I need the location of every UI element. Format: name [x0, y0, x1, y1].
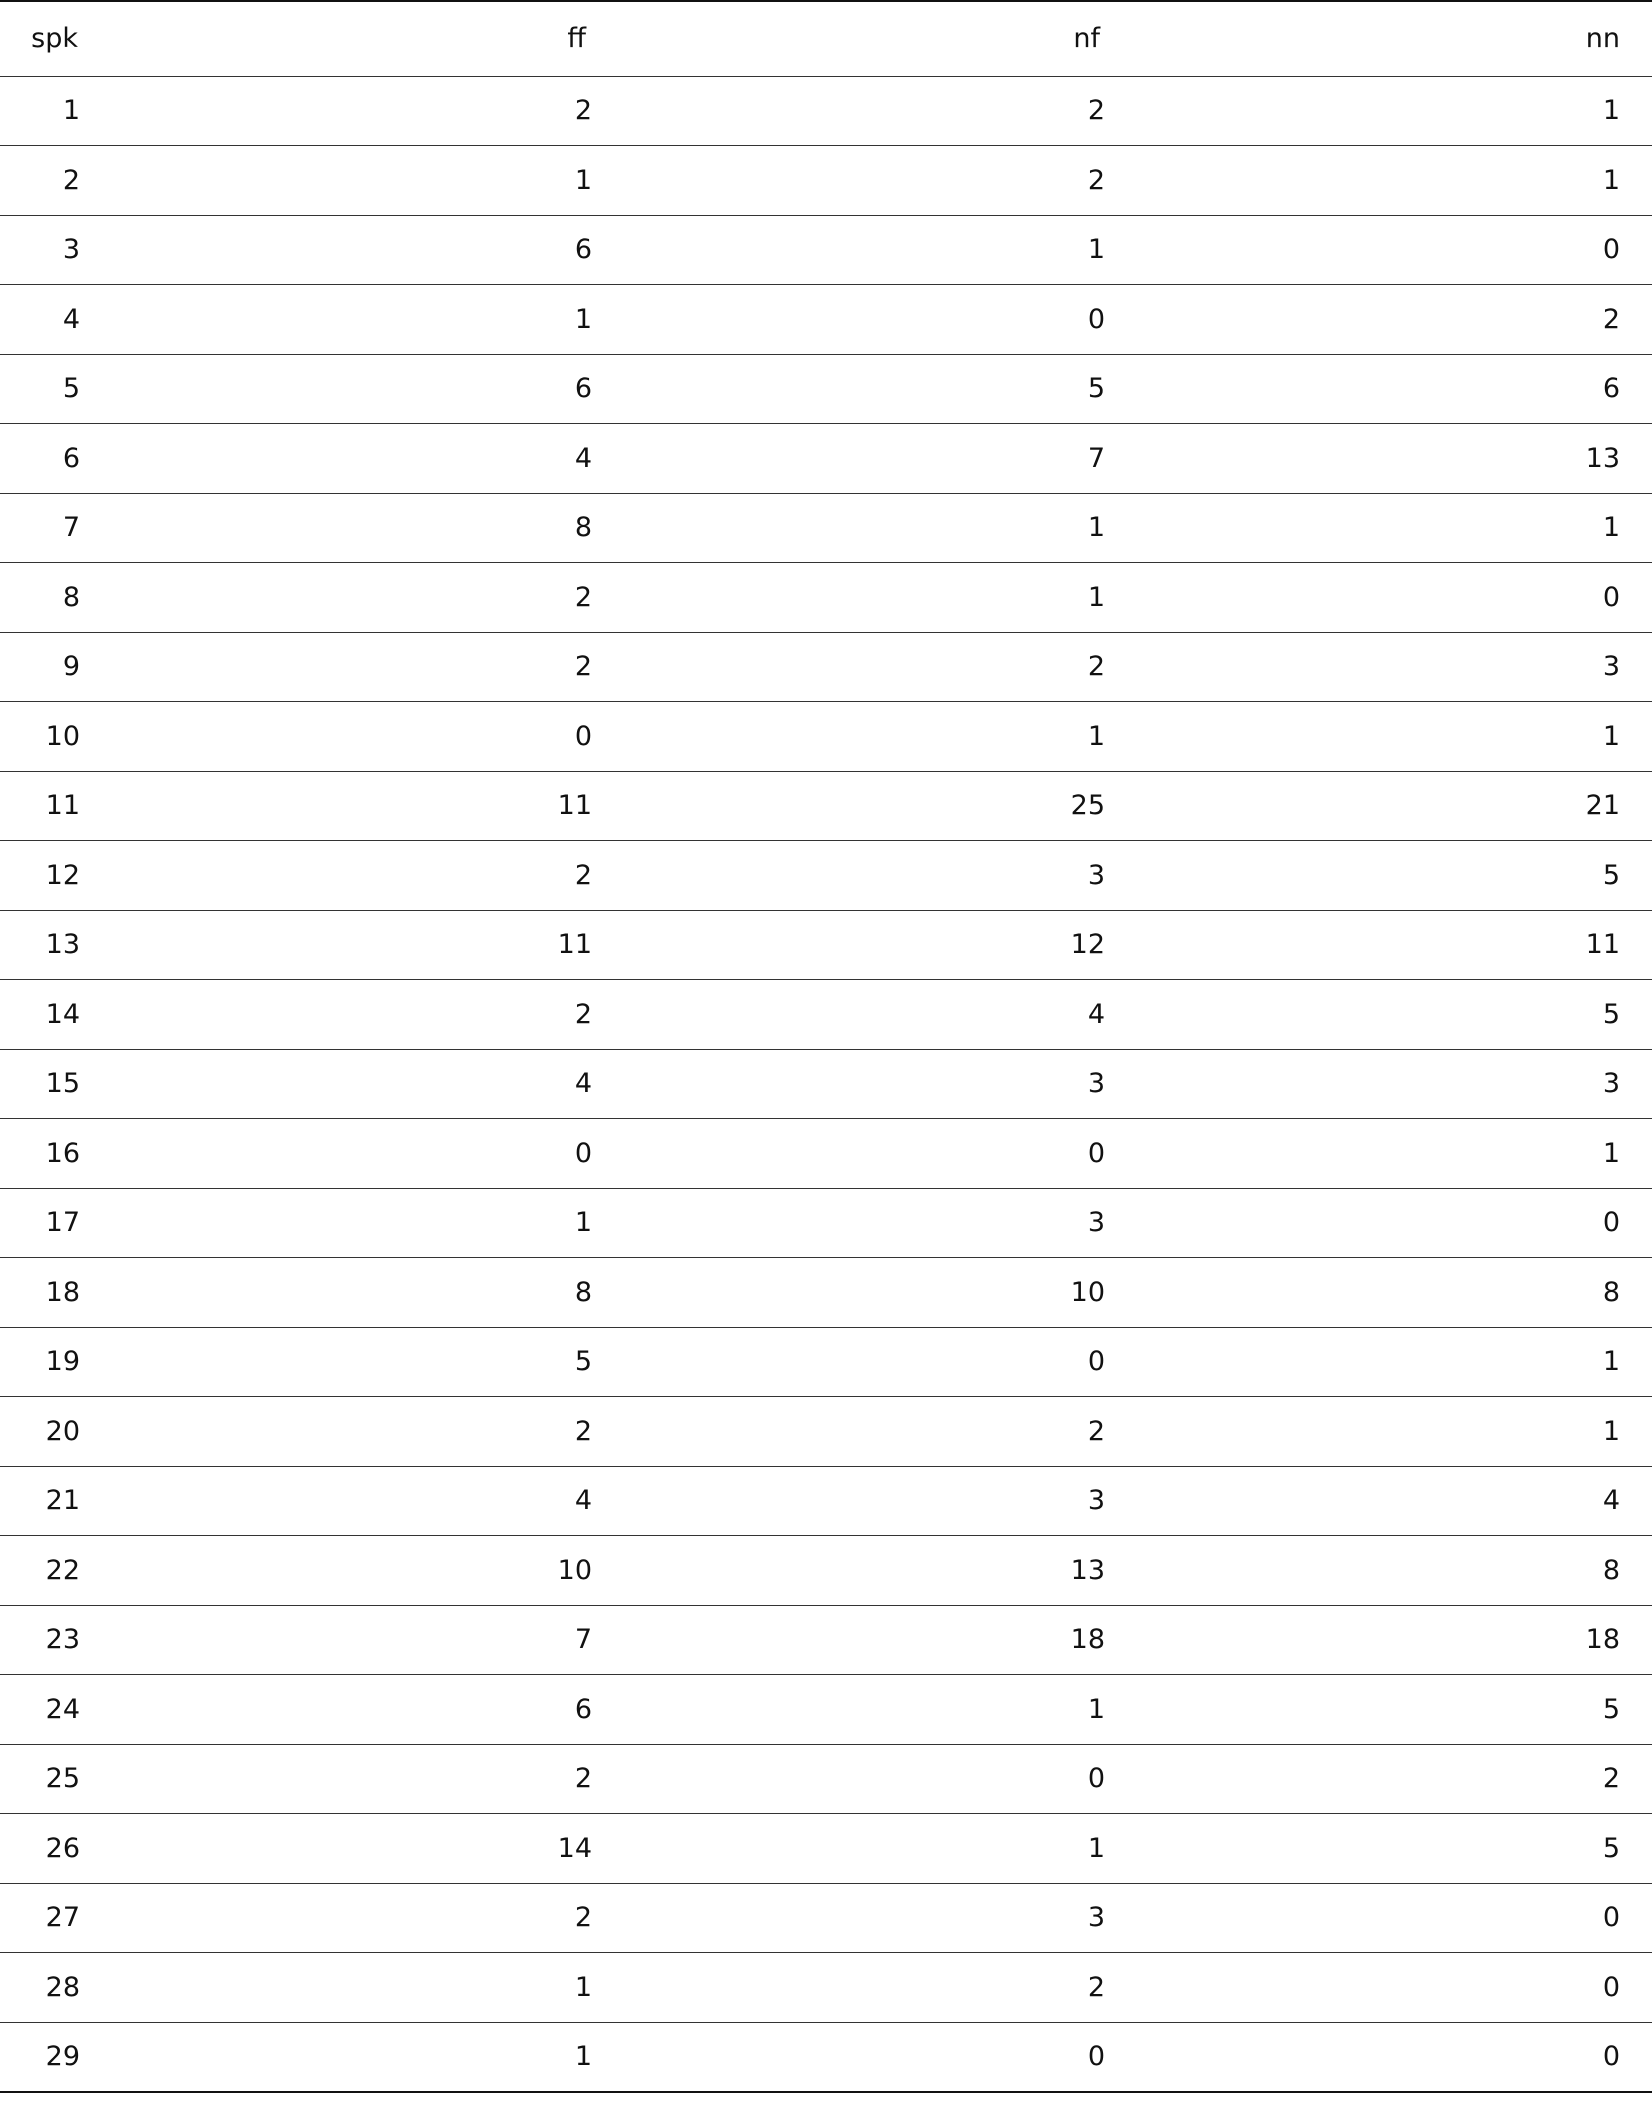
cell-spk: 11: [45, 790, 80, 822]
cell-nf: 1: [1087, 234, 1105, 266]
cell-nn: 0: [1602, 1207, 1620, 1239]
cell-nf: 0: [1087, 1763, 1105, 1795]
cell-spk: 26: [45, 1832, 80, 1864]
cell-nn: 11: [1585, 929, 1620, 961]
cell-nf: 3: [1087, 1207, 1105, 1239]
cell-ff: 2: [574, 1415, 592, 1447]
table-row: [0, 1327, 1652, 1397]
cell-spk: 24: [45, 1693, 80, 1725]
cell-nn: 0: [1602, 1971, 1620, 2003]
cell-nf: 0: [1087, 2041, 1105, 2072]
cell-spk: 29: [45, 2041, 80, 2072]
cell-nn: 21: [1585, 790, 1620, 822]
cell-ff: 4: [574, 1485, 592, 1517]
cell-nn: 5: [1602, 1693, 1620, 1725]
table-row: [0, 146, 1652, 216]
cell-spk: 7: [62, 512, 80, 544]
column-header-ff: ff: [567, 23, 586, 55]
table-header: [0, 1, 1652, 76]
cell-spk: 14: [45, 998, 80, 1030]
cell-nn: 0: [1602, 234, 1620, 266]
cell-nf: 7: [1087, 442, 1105, 474]
cell-nn: 6: [1602, 373, 1620, 405]
cell-ff: 1: [574, 1207, 592, 1239]
cell-ff: 4: [574, 442, 592, 474]
cell-nn: 5: [1602, 998, 1620, 1030]
cell-spk: 8: [62, 581, 80, 613]
cell-nf: 10: [1070, 1276, 1105, 1308]
header-row: [0, 1, 1652, 76]
cell-ff: 1: [574, 303, 592, 335]
cell-ff: 4: [574, 1068, 592, 1100]
cell-spk: 25: [45, 1763, 80, 1795]
cell-nn: 1: [1602, 95, 1620, 127]
cell-ff: 10: [557, 1554, 592, 1586]
table-row: [0, 1119, 1652, 1189]
cell-spk: 3: [62, 234, 80, 266]
cell-nf: 0: [1087, 303, 1105, 335]
cell-ff: 1: [574, 164, 592, 196]
cell-nf: 1: [1087, 581, 1105, 613]
cell-ff: 1: [574, 1971, 592, 2003]
cell-ff: 6: [574, 234, 592, 266]
cell-nf: 1: [1087, 1832, 1105, 1864]
cell-nn: 8: [1602, 1554, 1620, 1586]
cell-ff: 2: [574, 998, 592, 1030]
cell-spk: 23: [45, 1624, 80, 1656]
cell-nn: 0: [1602, 581, 1620, 613]
cell-ff: 2: [574, 1902, 592, 1934]
cell-nn: 3: [1602, 1068, 1620, 1100]
cell-nf: 1: [1087, 720, 1105, 752]
table-row: [0, 215, 1652, 285]
cell-ff: 6: [574, 373, 592, 405]
table-row: [0, 2022, 1652, 2092]
cell-nn: 5: [1602, 1832, 1620, 1864]
cell-nf: 2: [1087, 95, 1105, 127]
table-row: [0, 980, 1652, 1050]
table-row: [0, 563, 1652, 633]
table-row: [0, 493, 1652, 563]
table-body: [0, 76, 1652, 2092]
cell-spk: 17: [45, 1207, 80, 1239]
cell-spk: 28: [45, 1971, 80, 2003]
cell-spk: 9: [62, 651, 80, 683]
table-row: [0, 354, 1652, 424]
table-row: [0, 1258, 1652, 1328]
cell-spk: 16: [45, 1137, 80, 1169]
table-row: [0, 1675, 1652, 1745]
table-row: [0, 1953, 1652, 2023]
cell-spk: 4: [62, 303, 80, 335]
cell-spk: 19: [45, 1346, 80, 1378]
cell-nn: 0: [1602, 2041, 1620, 2072]
cell-spk: 21: [45, 1485, 80, 1517]
cell-ff: 11: [557, 929, 592, 961]
cell-nf: 18: [1070, 1624, 1105, 1656]
table-row: [0, 1814, 1652, 1884]
cell-nf: 3: [1087, 859, 1105, 891]
table-row: [0, 1466, 1652, 1536]
cell-ff: 5: [574, 1346, 592, 1378]
table-row: [0, 771, 1652, 841]
cell-nn: 1: [1602, 1346, 1620, 1378]
cell-nf: 25: [1070, 790, 1105, 822]
cell-spk: 5: [62, 373, 80, 405]
cell-nf: 13: [1070, 1554, 1105, 1586]
table-row: [0, 910, 1652, 980]
table-row: [0, 285, 1652, 355]
cell-ff: 8: [574, 512, 592, 544]
cell-nf: 12: [1070, 929, 1105, 961]
column-header-nn: nn: [1585, 23, 1620, 55]
cell-nn: 1: [1602, 1137, 1620, 1169]
cell-ff: 2: [574, 1763, 592, 1795]
cell-nn: 8: [1602, 1276, 1620, 1308]
cell-nn: 1: [1602, 720, 1620, 752]
table-row: [0, 1536, 1652, 1606]
cell-nf: 1: [1087, 1693, 1105, 1725]
cell-nf: 3: [1087, 1485, 1105, 1517]
cell-ff: 1: [574, 2041, 592, 2072]
cell-ff: 0: [574, 1137, 592, 1169]
cell-ff: 0: [574, 720, 592, 752]
cell-ff: 2: [574, 859, 592, 891]
table-row: [0, 1883, 1652, 1953]
cell-spk: 2: [62, 164, 80, 196]
cell-nn: 2: [1602, 1763, 1620, 1795]
cell-spk: 18: [45, 1276, 80, 1308]
cell-nn: 3: [1602, 651, 1620, 683]
table-row: [0, 1049, 1652, 1119]
cell-nf: 2: [1087, 1971, 1105, 2003]
table-row: [0, 1744, 1652, 1814]
cell-nn: 1: [1602, 1415, 1620, 1447]
table-row: [0, 1188, 1652, 1258]
cell-spk: 6: [62, 442, 80, 474]
column-header-nf: nf: [1073, 23, 1100, 55]
cell-ff: 8: [574, 1276, 592, 1308]
cell-nn: 2: [1602, 303, 1620, 335]
table-row: [0, 1605, 1652, 1675]
cell-nf: 0: [1087, 1137, 1105, 1169]
cell-nn: 1: [1602, 164, 1620, 196]
cell-nn: 0: [1602, 1902, 1620, 1934]
cell-spk: 27: [45, 1902, 80, 1934]
table-row: [0, 424, 1652, 494]
cell-nn: 13: [1585, 442, 1620, 474]
cell-ff: 11: [557, 790, 592, 822]
cell-nn: 1: [1602, 512, 1620, 544]
cell-nf: 4: [1087, 998, 1105, 1030]
cell-ff: 2: [574, 95, 592, 127]
cell-nf: 5: [1087, 373, 1105, 405]
cell-ff: 7: [574, 1624, 592, 1656]
cell-nf: 1: [1087, 512, 1105, 544]
cell-nf: 0: [1087, 1346, 1105, 1378]
cell-nf: 2: [1087, 1415, 1105, 1447]
cell-spk: 15: [45, 1068, 80, 1100]
cell-spk: 20: [45, 1415, 80, 1447]
cell-nf: 3: [1087, 1902, 1105, 1934]
table-row: [0, 702, 1652, 772]
cell-spk: 10: [45, 720, 80, 752]
cell-nn: 4: [1602, 1485, 1620, 1517]
cell-spk: 13: [45, 929, 80, 961]
cell-ff: 2: [574, 581, 592, 613]
table-row: [0, 841, 1652, 911]
table-row: [0, 632, 1652, 702]
cell-nf: 2: [1087, 651, 1105, 683]
table-row: [0, 1397, 1652, 1467]
cell-spk: 22: [45, 1554, 80, 1586]
table-row: [0, 76, 1652, 146]
cell-ff: 14: [557, 1832, 592, 1864]
cell-ff: 6: [574, 1693, 592, 1725]
column-header-spk: spk: [31, 23, 78, 55]
cell-nf: 2: [1087, 164, 1105, 196]
cell-spk: 1: [62, 95, 80, 127]
cell-nf: 3: [1087, 1068, 1105, 1100]
cell-ff: 2: [574, 651, 592, 683]
cell-nn: 5: [1602, 859, 1620, 891]
cell-nn: 18: [1585, 1624, 1620, 1656]
cell-spk: 12: [45, 859, 80, 891]
